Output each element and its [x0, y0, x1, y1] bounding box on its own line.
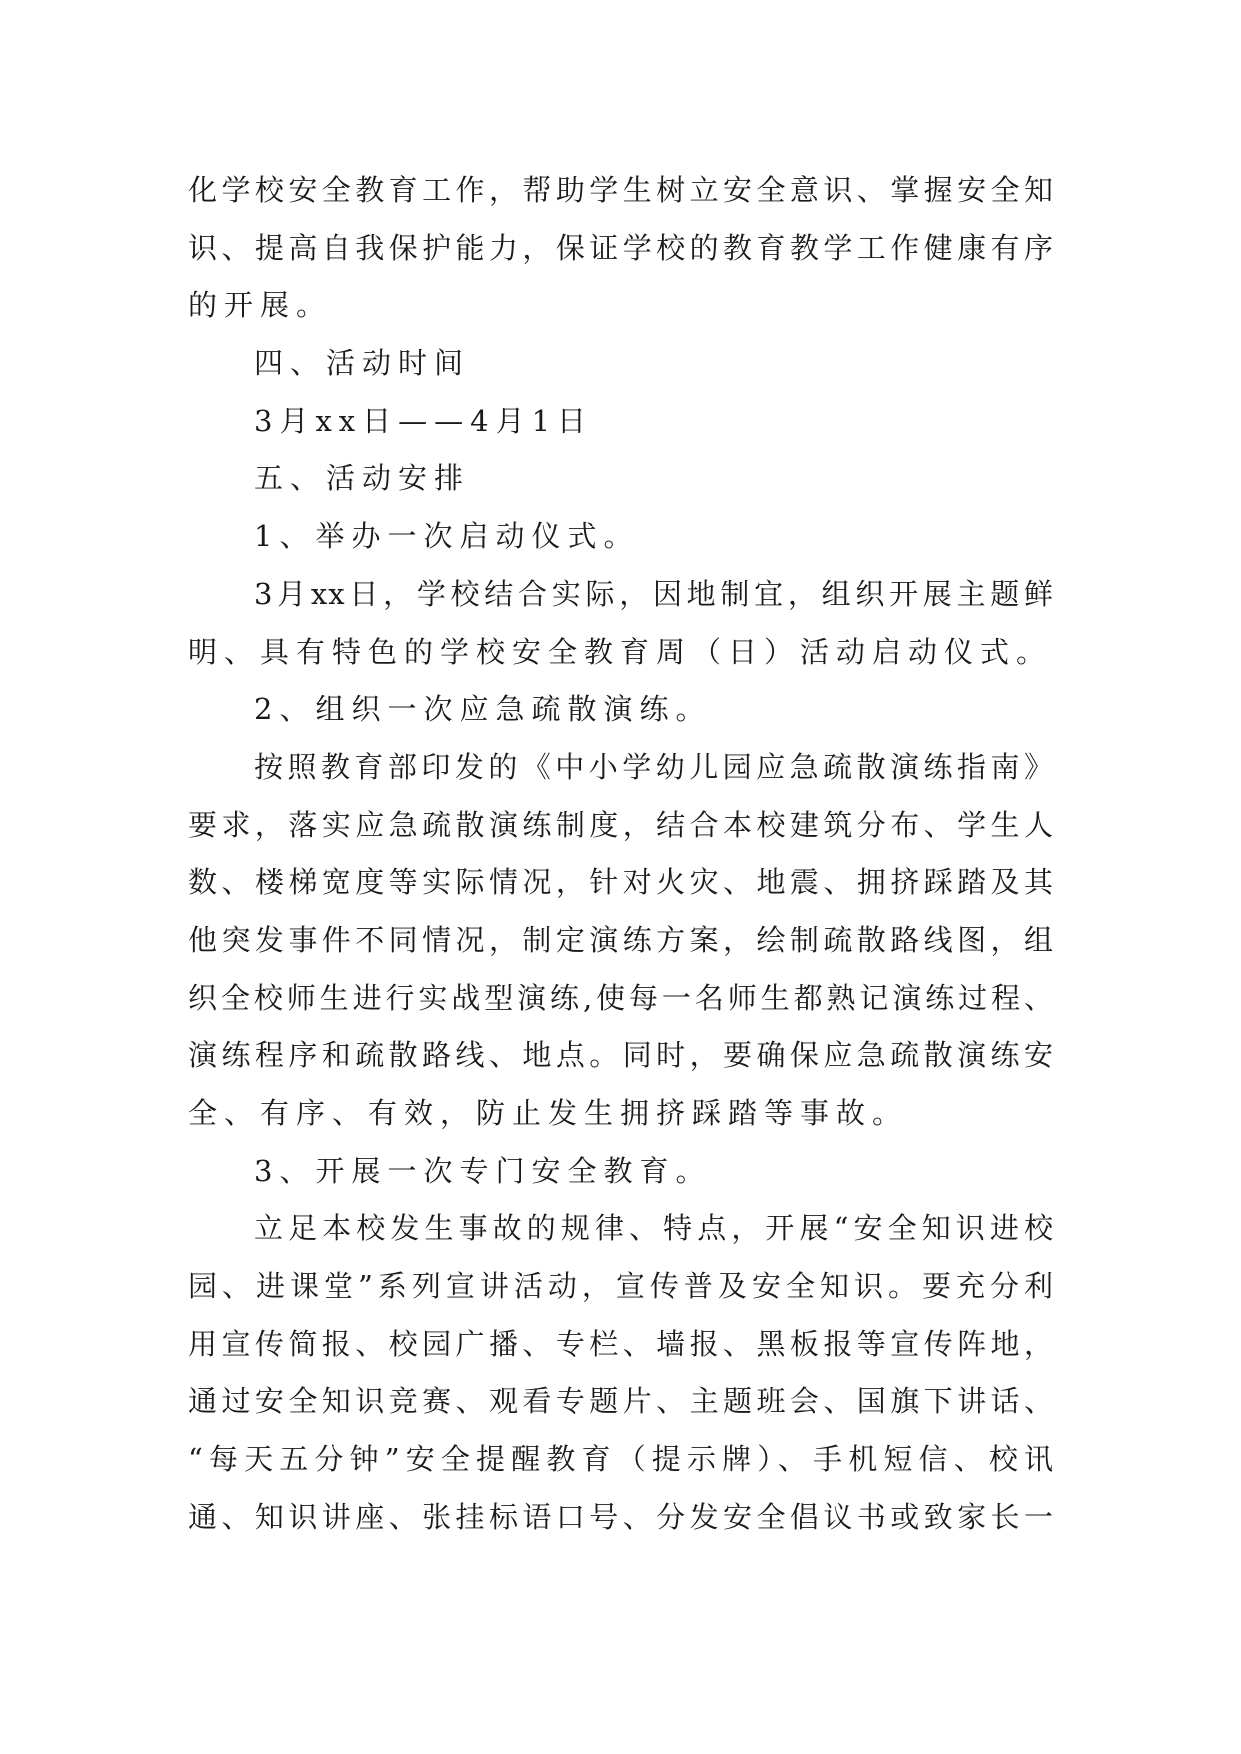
section-heading: 五、活动安排 [254, 461, 471, 496]
text-line: 他突发事件不同情况，制定演练方案，绘制疏散路线图，组 [188, 922, 1054, 957]
text-line: 的开展。 [188, 288, 333, 323]
item-heading: 2、组织一次应急疏散演练。 [254, 692, 712, 727]
section-heading: 四、活动时间 [254, 346, 471, 381]
text-line: 化学校安全教育工作，帮助学生树立安全意识、掌握安全知 [188, 173, 1054, 207]
text-line: 要求，落实应急疏散演练制度，结合本校建筑分布、学生人 [188, 807, 1054, 842]
text-line: 用宣传简报、校园广播、专栏、墙报、黑板报等宣传阵地， [188, 1326, 1054, 1361]
text-line: 园、进课堂”系列宣讲活动，宣传普及安全知识。要充分利 [188, 1269, 1054, 1304]
text-line: 演练程序和疏散路线、地点。同时，要确保应急疏散演练安 [188, 1038, 1054, 1073]
text-line: 明、具有特色的学校安全教育周（日）活动启动仪式。 [188, 634, 1053, 669]
text-line: 3月xx日，学校结合实际，因地制宜，组织开展主题鲜 [254, 576, 1054, 611]
text-line: 全、有序、有效，防止发生拥挤踩踏等事故。 [188, 1096, 909, 1130]
item-heading: 1、举办一次启动仪式。 [254, 519, 640, 554]
text-line: 数、楼梯宽度等实际情况，针对火灾、地震、拥挤踩踏及其 [188, 865, 1054, 900]
text-line: 立足本校发生事故的规律、特点，开展“安全知识进校 [254, 1211, 1054, 1246]
text-line: 织全校师生进行实战型演练,使每一名师生都熟记演练过程、 [188, 980, 1054, 1015]
text-line: 通过安全知识竞赛、观看专题片、主题班会、国旗下讲话、 [188, 1384, 1054, 1419]
document-body [188, 162, 1054, 1547]
text-line: “每天五分钟”安全提醒教育（提示牌）、手机短信、校讯 [188, 1442, 1054, 1477]
date-range: 3月xx日——4月1日 [254, 403, 594, 438]
text-line: 通、知识讲座、张挂标语口号、分发安全倡议书或致家长一 [188, 1499, 1054, 1534]
text-line: 识、提高自我保护能力，保证学校的教育教学工作健康有序 [188, 230, 1054, 265]
text-line: 按照教育部印发的《中小学幼儿园应急疏散演练指南》 [254, 749, 1054, 784]
item-heading: 3、开展一次专门安全教育。 [254, 1153, 712, 1188]
